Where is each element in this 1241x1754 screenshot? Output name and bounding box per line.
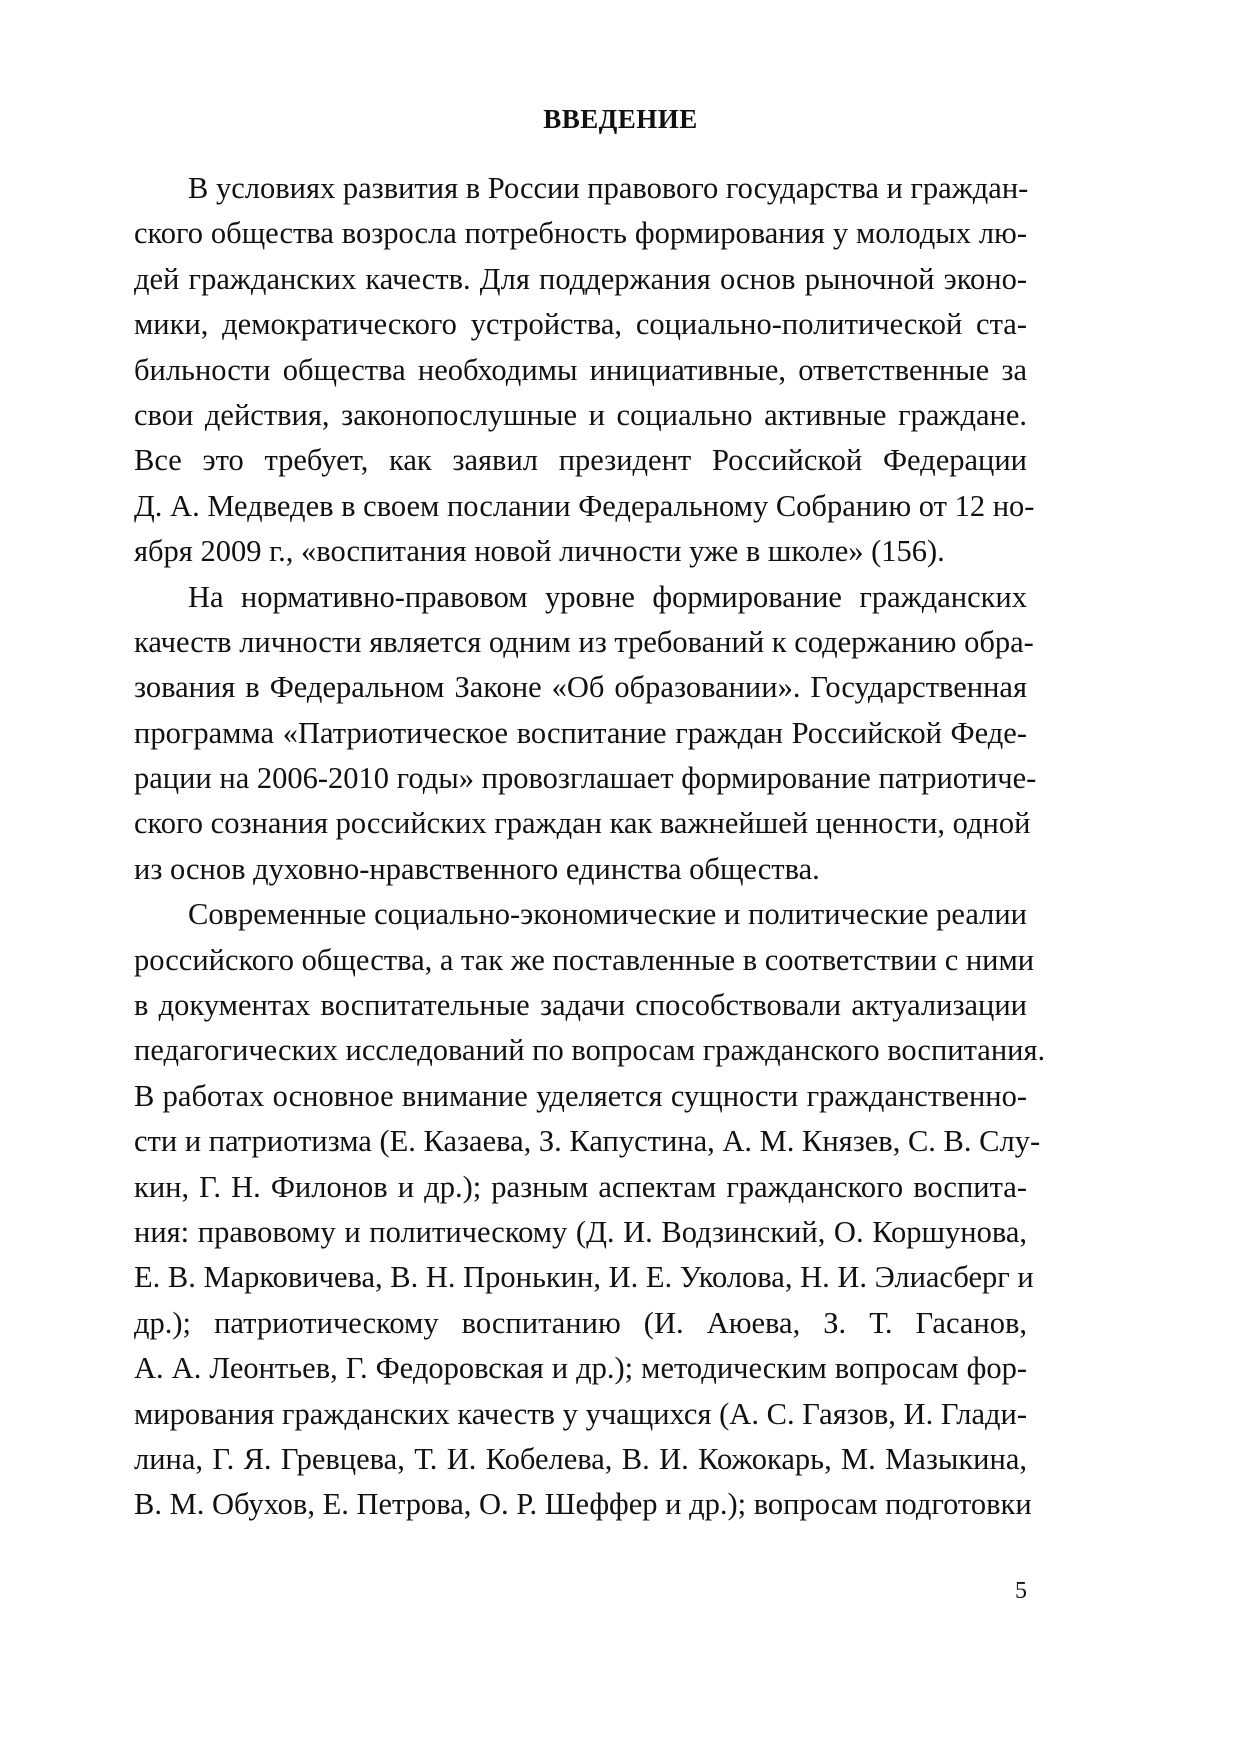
text-line: педагогических исследований по вопросам гражданского воспитания. bbox=[134, 1033, 1046, 1068]
text-line: рации на 2006-2010 годы» провозглашает формирование патриотиче- bbox=[134, 761, 1037, 796]
text-line: В. М. Обухов, Е. Петрова, О. Р. Шеффер и др.); вопросам подготовки bbox=[134, 1487, 1032, 1522]
page-number: 5 bbox=[1015, 1578, 1027, 1604]
text-line: А. А. Леонтьев, Г. Федоровская и др.); методическим вопросам фор- bbox=[134, 1351, 1027, 1386]
text-line: мирования гражданских качеств у учащихся (А. С. Гаязов, И. Глади- bbox=[134, 1396, 1027, 1431]
text-line: из основ духовно-нравственного единства общества. bbox=[134, 851, 820, 886]
page-title: ВВЕДЕНИЕ bbox=[543, 104, 698, 134]
text-line: В работах основное внимание уделяется сущности гражданственно- bbox=[134, 1078, 1027, 1113]
paragraph bbox=[134, 575, 1037, 893]
text-line: ния: правовому и политическому (Д. И. Водзинский, О. Коршунова, bbox=[134, 1214, 1027, 1249]
paragraph bbox=[134, 166, 1035, 575]
text-line: свои действия, законопослушные и социально активные граждане. bbox=[134, 397, 1027, 432]
body-text bbox=[134, 166, 1046, 1528]
text-line: На нормативно-правовом уровне формирование гражданских bbox=[188, 579, 1027, 614]
text-line: бильности общества необходимы инициативные, ответственные за bbox=[134, 352, 1027, 387]
text-line: Д. А. Медведев в своем послании Федеральному Собранию от 12 но- bbox=[134, 488, 1035, 523]
text-line: программа «Патриотическое воспитание граждан Российской Феде- bbox=[134, 715, 1027, 750]
text-line: мики, демократического устройства, социально-политической ста- bbox=[134, 307, 1027, 342]
text-line: Современные социально-экономические и политические реалии bbox=[188, 897, 1027, 932]
text-line: лина, Г. Я. Гревцева, Т. И. Кобелева, В. И. Кожокарь, М. Мазыкина, bbox=[134, 1441, 1027, 1476]
text-line: Е. В. Марковичева, В. Н. Пронькин, И. Е. Уколова, Н. И. Элиасберг и bbox=[134, 1260, 1034, 1295]
text-line: ского общества возросла потребность формирования у молодых лю- bbox=[134, 216, 1027, 251]
text-line: В условиях развития в России правового государства и граждан- bbox=[188, 171, 1029, 205]
text-line: зования в Федеральном Законе «Об образовании». Государственная bbox=[134, 670, 1027, 705]
text-line: в документах воспитательные задачи способствовали актуализации bbox=[134, 988, 1027, 1023]
text-line: качеств личности является одним из требований к содержанию обра- bbox=[134, 624, 1034, 659]
text-line: дей гражданских качеств. Для поддержания основ рыночной эконо- bbox=[134, 261, 1027, 296]
text-line: Все это требует, как заявил президент Российской Федерации bbox=[134, 443, 1027, 478]
text-line: кин, Г. Н. Филонов и др.); разным аспектам гражданского воспита- bbox=[134, 1169, 1027, 1204]
text-line: российского общества, а так же поставленные в соответствии с ними bbox=[134, 942, 1035, 977]
paragraph bbox=[134, 892, 1046, 1527]
text-line: ского сознания российских граждан как важнейшей ценности, одной bbox=[134, 806, 1031, 841]
text-line: сти и патриотизма (Е. Казаева, З. Капустина, А. М. Князев, С. В. Слу- bbox=[134, 1124, 1041, 1159]
text-line: ября 2009 г., «воспитания новой личности уже в школе» (156). bbox=[134, 534, 945, 569]
text-line: др.); патриотическому воспитанию (И. Аюева, З. Т. Гасанов, bbox=[134, 1305, 1027, 1340]
